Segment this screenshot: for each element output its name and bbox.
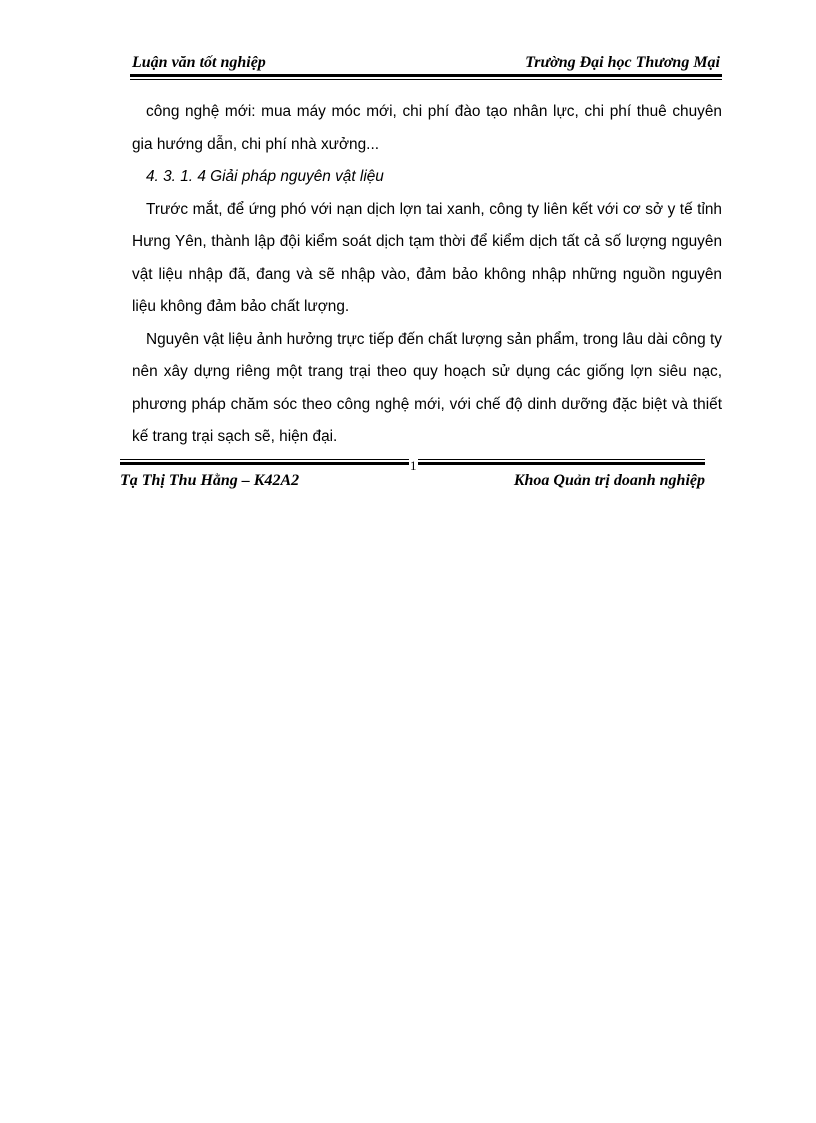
- paragraph-continuation: công nghệ mới: mua máy móc mới, chi phí đào tạo nhân lực, chi phí thuê chuyên gia hướng dẫn, chi phí nhà xưởng...: [132, 103, 722, 153]
- footer-faculty: Khoa Quản trị doanh nghiệp: [513, 472, 705, 489]
- paragraph-long-term: Nguyên vật liệu ảnh hưởng trực tiếp đến chất lượng sản phẩm, trong lâu dài công ty nên xây dựng riêng một trang trại theo quy hoạch sử dụng các giống lợn siêu nạc, phương pháp chăm sóc theo công nghệ mới, với chế độ dinh dưỡng đặc biệt và thiết kế trang trại sạch sẽ, hiện đại.: [132, 330, 722, 445]
- header-rule-thick: [130, 74, 722, 77]
- page-footer: [120, 472, 705, 496]
- header-university-name: Trường Đại học Thương Mại: [525, 54, 720, 71]
- body-text: [132, 96, 722, 454]
- paragraph-short-term: Trước mắt, để ứng phó với nạn dịch lợn tai xanh, công ty liên kết với cơ sở y tế tỉnh Hưng Yên, thành lập đội kiểm soát dịch tạm thời để kiểm dịch tất cả số lượng nguyên vật liệu nhập đã, đang và sẽ nhập vào, đảm bảo không nhập những nguồn nguyên liệu không đảm bảo chất lượng.: [132, 200, 722, 315]
- section-heading: 4. 3. 1. 4 Giải pháp nguyên vật liệu: [146, 168, 384, 185]
- header-rule-thin: [130, 79, 722, 80]
- page-number: 1: [410, 458, 417, 473]
- header-thesis-label: Luận văn tốt nghiệp: [132, 54, 266, 71]
- footer-author: Tạ Thị Thu Hằng – K42A2: [120, 472, 300, 489]
